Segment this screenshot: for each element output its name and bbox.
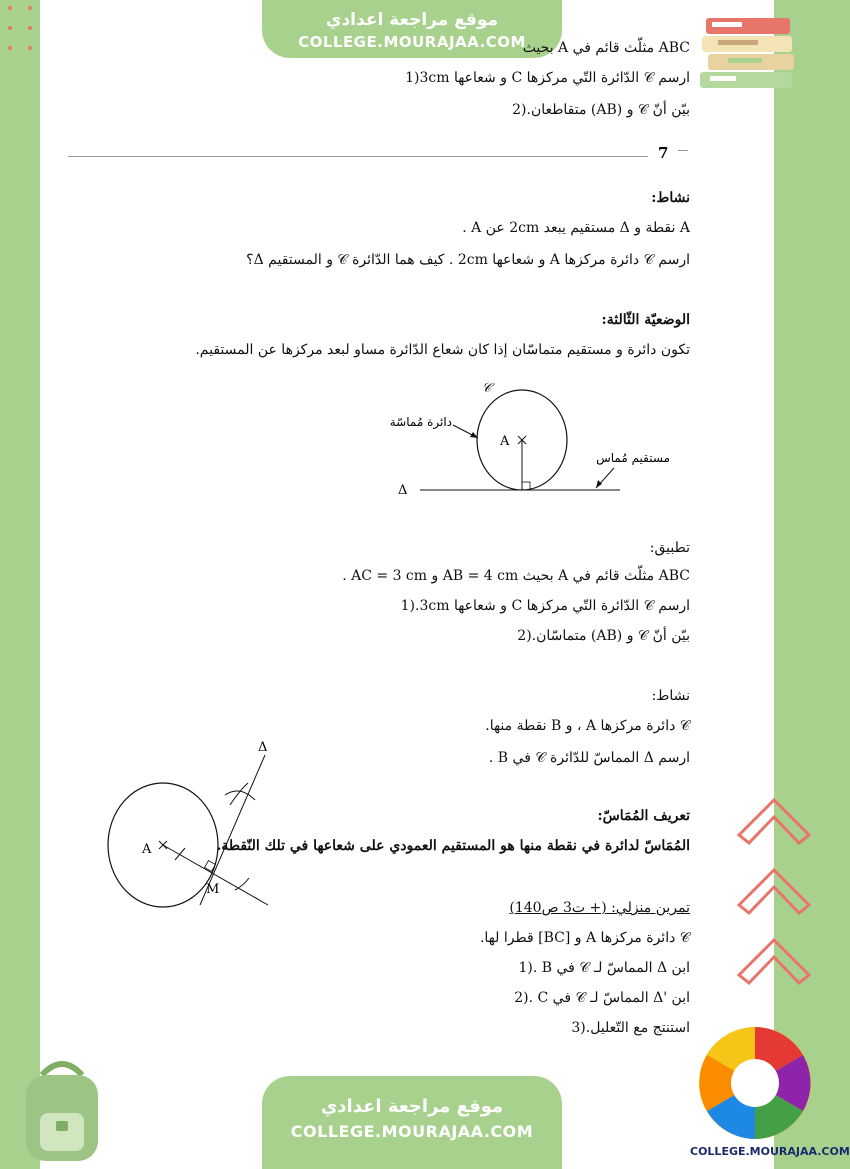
application-item2: بيّن أنّ 𝒞 و (AB) متماسّان.(2 [517, 628, 690, 644]
application-line1: ABC مثلّث قائم في A بحيث AB = 4 cm و AC = 3 cm . [342, 568, 690, 584]
fig1-line-label: Δ [398, 483, 408, 498]
fig2-point-label: M [206, 882, 220, 897]
activity2-line1: 𝒞 دائرة مركزها A ، و B نقطة منها. [485, 718, 690, 734]
page-divider [68, 156, 648, 157]
tangent-figure [360, 370, 690, 505]
activity1-line2: ارسم 𝒞 دائرة مركزها A و شعاعها 2cm . كيف هما الدّائرة 𝒞 و المستقيم Δ؟ [246, 252, 690, 268]
top-item1-text: ارسم 𝒞 الدّائرة التّي مركزها C و شعاعها 3cm [419, 70, 690, 86]
top-item1: ارسم 𝒞 الدّائرة التّي مركزها C و شعاعها 3cm(1 [405, 70, 690, 86]
construction-figure [100, 735, 290, 915]
footer-brand[interactable]: COLLEGE.MOURAJAA.COM [690, 1145, 850, 1158]
right-angle-mark [522, 482, 530, 490]
page-dash [678, 150, 688, 151]
fig2-center-label: A [142, 842, 152, 857]
application-title: تطبيق: [649, 540, 690, 556]
chevron-decoration [734, 795, 814, 1035]
activity1-line1: A نقطة و Δ مستقيم يبعد 2cm عن A . [462, 220, 690, 236]
header-banner[interactable] [262, 0, 562, 58]
books-icon [698, 12, 804, 92]
activity2-line2: ارسم Δ المماسّ للدّائرة 𝒞 في B . [488, 750, 690, 766]
top-line1: ABC مثلّث قائم في A بحيث [522, 40, 690, 56]
homework-item2: ابن 'Δ المماسّ لـ 𝒞 في C .(2 [514, 990, 690, 1006]
application-item1: ارسم 𝒞 الدّائرة التّي مركزها C و شعاعها 3cm.(1 [400, 598, 690, 614]
situation3-title: الوضعيّة الثّالثة: [601, 312, 690, 328]
homework-item3-text: استنتج مع التّعليل. [585, 1020, 690, 1036]
footer-banner[interactable] [262, 1076, 562, 1169]
fig1-center-label: A [500, 434, 510, 449]
fig2-delta-label: Δ [258, 740, 268, 755]
site-logo-icon [696, 1024, 814, 1142]
fig1-tangent-line-label: مستقيم مُماس [596, 451, 670, 465]
fig1-circle-label: 𝒞 [482, 381, 492, 396]
fig1-tangent-circle-label: دائرة مُماسّة [389, 415, 452, 429]
definition-title: تعريف المُمَاسّ: [597, 808, 690, 824]
top-item2: بيّن أنّ 𝒞 و (AB) متقاطعان.(2 [512, 102, 690, 118]
header-site-arabic: موقع مراجعة اعدادي [325, 10, 499, 30]
activity1-title: نشاط: [651, 190, 690, 206]
page-number: 7 [658, 144, 669, 162]
header-site-url[interactable]: COLLEGE.MOURAJAA.COM [298, 33, 526, 51]
application-item2-text: بيّن أنّ 𝒞 و (AB) متماسّان. [531, 628, 690, 644]
homework-item1: ابن Δ المماسّ لـ 𝒞 في B .(1 [518, 960, 690, 976]
homework-item2-text: ابن 'Δ المماسّ لـ 𝒞 في C . [528, 990, 690, 1006]
definition-text: المُمَاسّ لدائرة في نقطة منها هو المستقيم العمودي على شعاعها في تلك النّقطة. [216, 838, 690, 854]
homework-line1: 𝒞 دائرة مركزها A و [BC] قطرا لها. [479, 930, 690, 946]
top-item2-text: بيّن أنّ 𝒞 و (AB) متقاطعان. [526, 102, 690, 118]
homework-title: تمرين منزلي: (+ ت3 ص140) [509, 900, 690, 916]
backpack-icon [12, 1055, 112, 1165]
situation3-text: تكون دائرة و مستقيم متماسّان إذا كان شعاع الدّائرة مساو لبعد مركزها عن المستقيم. [195, 342, 690, 358]
application-item1-text: ارسم 𝒞 الدّائرة التّي مركزها C و شعاعها 3cm. [415, 598, 690, 614]
footer-site-url[interactable]: COLLEGE.MOURAJAA.COM [290, 1122, 534, 1141]
homework-item3: استنتج مع التّعليل.(3 [571, 1020, 690, 1036]
homework-item1-text: ابن Δ المماسّ لـ 𝒞 في B . [532, 960, 690, 976]
activity2-title: نشاط: [651, 688, 690, 704]
footer-site-arabic: موقع مراجعة اعدادي [320, 1096, 504, 1117]
